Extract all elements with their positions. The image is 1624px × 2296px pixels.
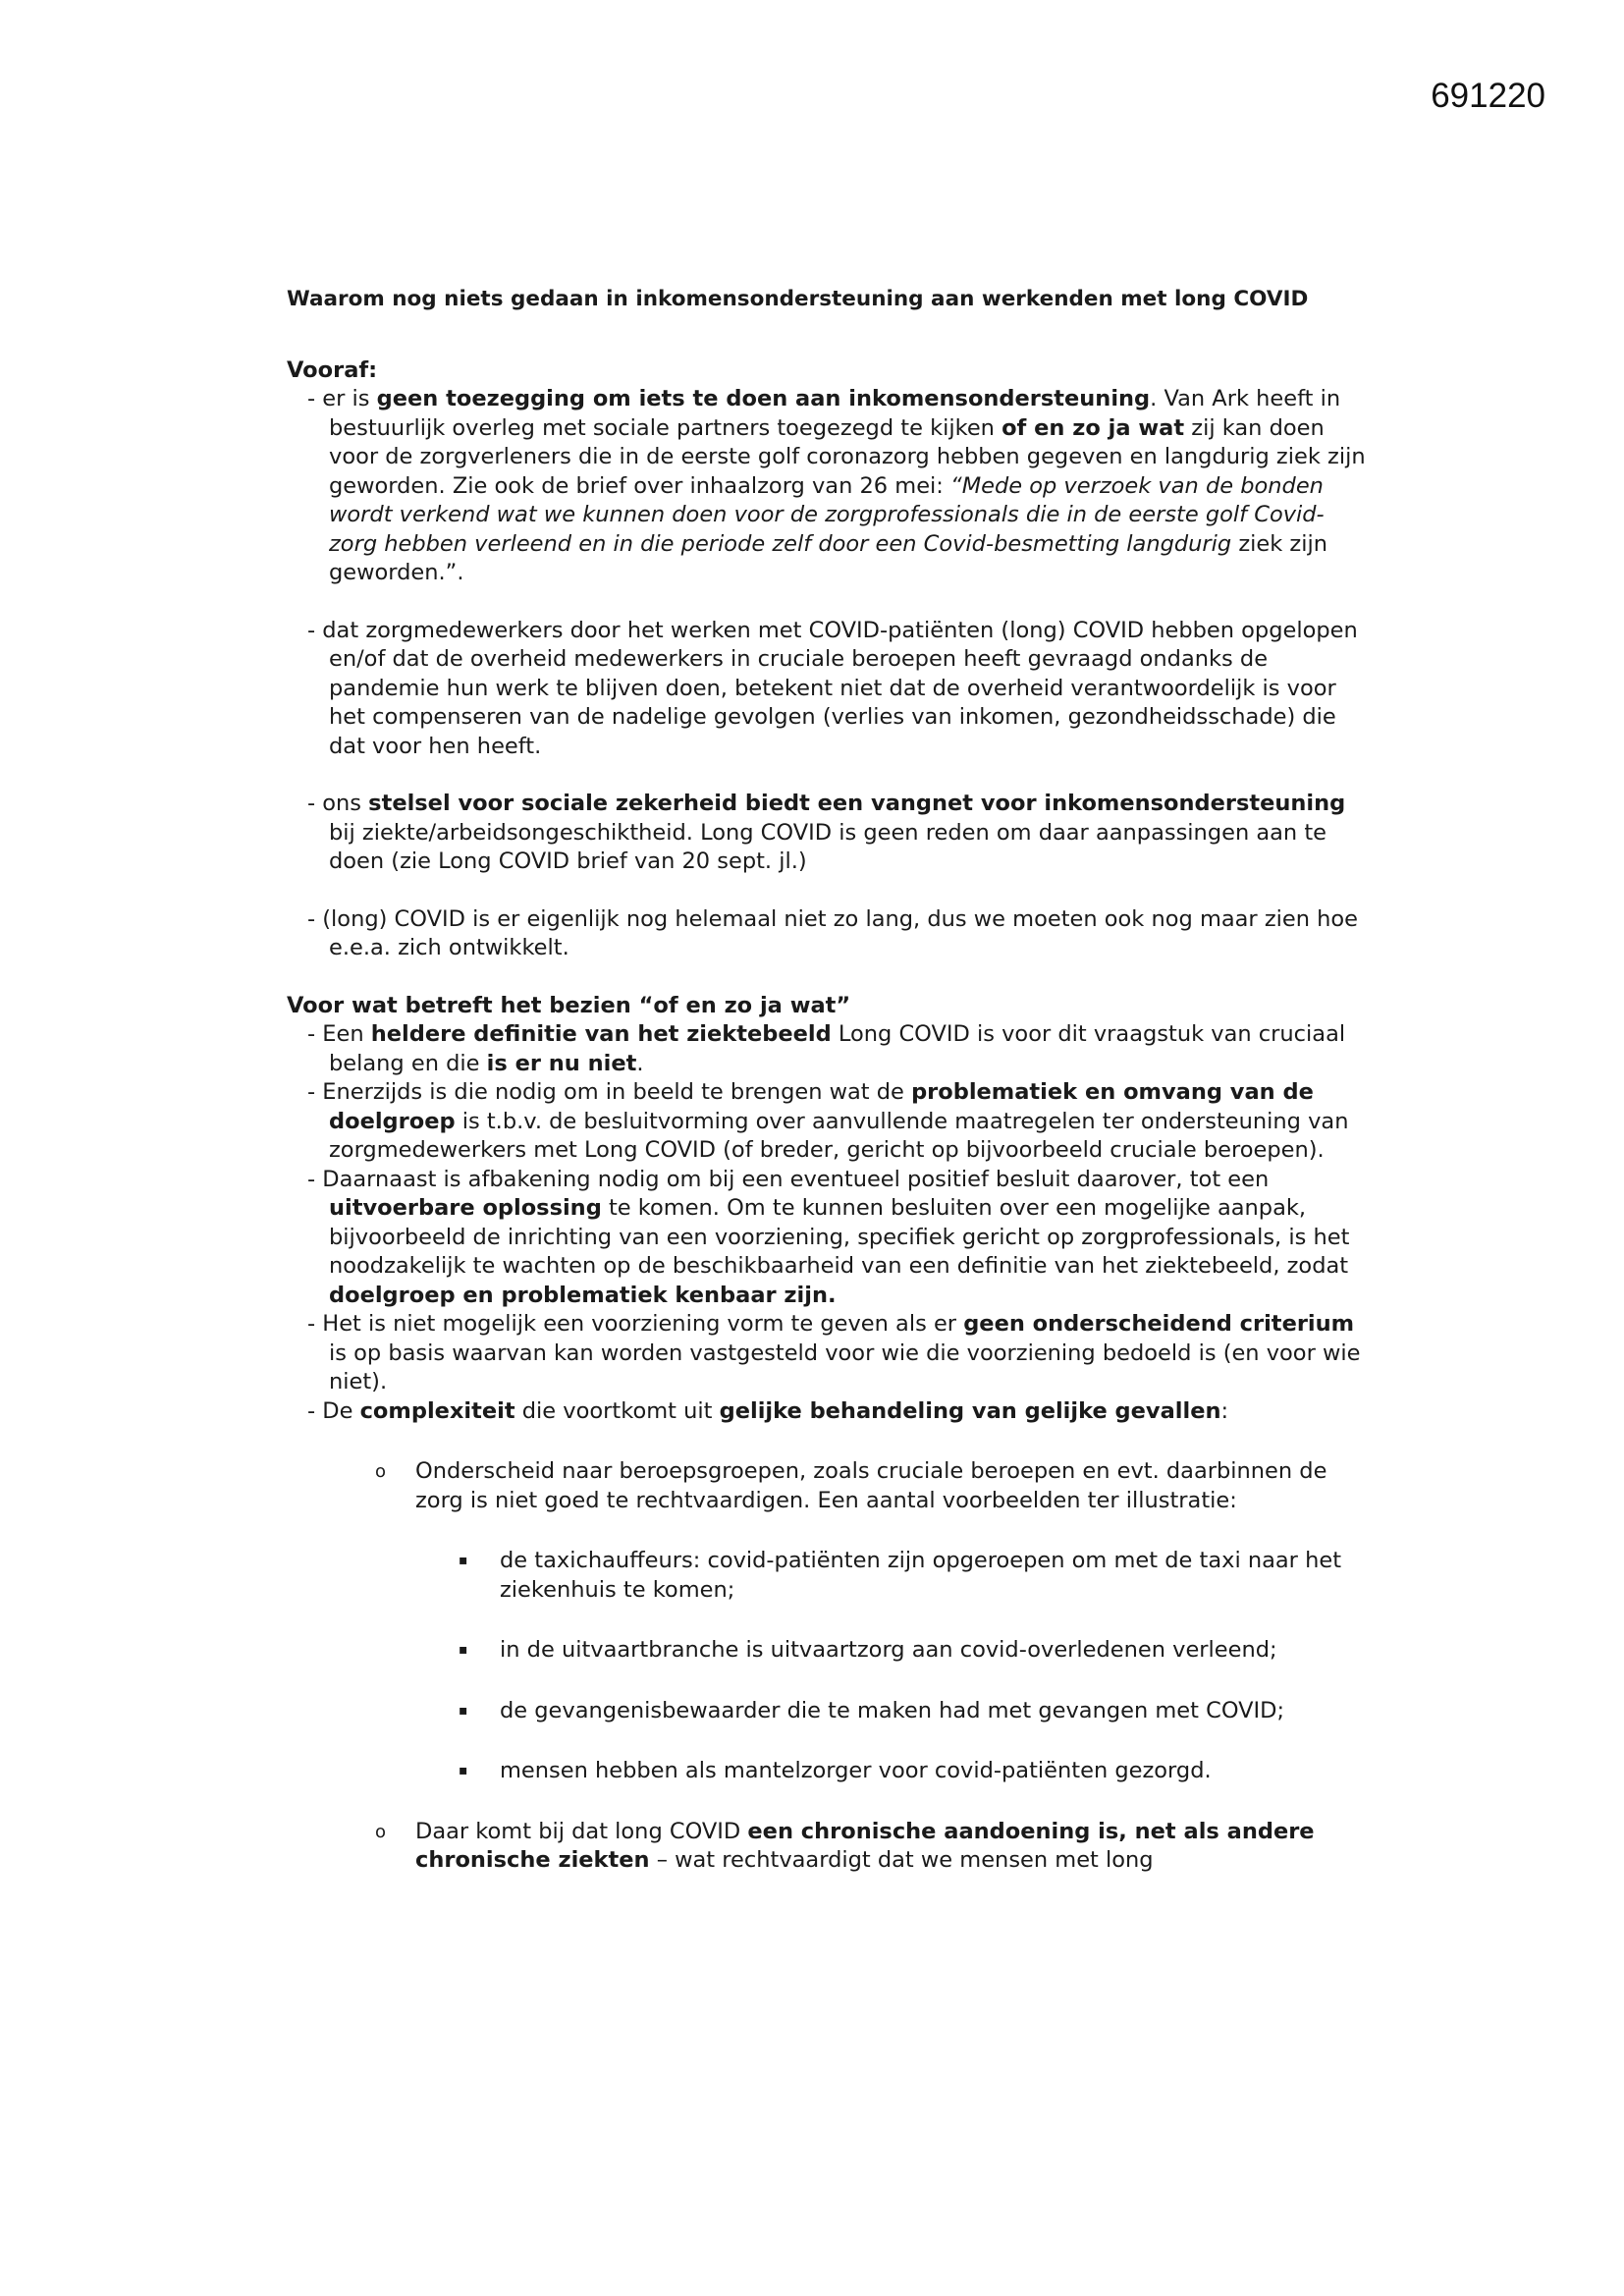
document-number: 691220 — [1431, 77, 1545, 115]
example-item: ▪ de gevangenisbewaarder die te maken had met gevangen met COVID; — [287, 1697, 1367, 1726]
list-item: - er is geen toezegging om iets te doen aan inkomensondersteuning. Van Ark heeft in bestuurlijk overleg met sociale partners toegezegd te kijken of en zo ja wat zij kan doen voor de zorgverleners die in de eerste golf coronazorg hebben gegeven en langdurig ziek zijn geworden. Zie ook de brief over inhaalzorg van 26 mei: “Mede op verzoek van de bonden wordt verkend wat we kunnen doen voor de zorgprofessionals die in de eerste golf Covid-zorg hebben verleend en in die periode zelf door een Covid-besmetting langdurig ziek zijn geworden.”. — [307, 386, 1366, 585]
circle-bullet: o — [375, 1461, 387, 1482]
list-item: - Het is niet mogelijk een voorziening vorm te geven als er geen onderscheidend criterium is op basis waarvan kan worden vastgesteld voor wie die voorziening bedoeld is (en voor wie niet). — [307, 1311, 1361, 1394]
list-item: - Enerzijds is die nodig om in beeld te brengen wat de problematiek en omvang van de doelgroep is t.b.v. de besluitvorming over aanvullende maatregelen ter ondersteuning van zorgmedewerkers met Long COVID (of breder, gericht op bijvoorbeeld cruciale beroepen). — [307, 1079, 1349, 1163]
list-item: - dat zorgmedewerkers door het werken met COVID-patiënten (long) COVID hebben opgelopen en/of dat de overheid medewerkers in cruciale beroepen heeft gevraagd ondanks de pandemie hun werk te blijven doen, betekent niet dat de overheid verantwoordelijk is voor het compenseren van de nadelige gevolgen (verlies van inkomen, gezondheidsschade) die dat voor hen heeft. — [307, 617, 1358, 759]
list-item: - ons stelsel voor sociale zekerheid biedt een vangnet voor inkomensondersteuning bij ziekte/arbeidsongeschiktheid. Long COVID is geen reden om daar aanpassingen aan te doen (zie Long COVID brief van 20 sept. jl.) — [307, 791, 1346, 874]
section-heading-vooraf: Vooraf: — [287, 356, 378, 383]
circle-bullet: o — [375, 1821, 387, 1842]
list-item: - (long) COVID is er eigenlijk nog helemaal niet zo lang, dus we moeten ook nog maar zien hoe e.e.a. zich ontwikkelt. — [307, 905, 1359, 960]
square-bullet: ▪ — [459, 1553, 468, 1568]
list-item: - Daarnaast is afbakening nodig om bij een eventueel positief besluit daarover, tot een uitvoerbare oplossing te komen. Om te kunnen besluiten over een mogelijke aanpak, bijvoorbeeld de inrichting van een voorziening, specifiek gericht op zorgprofessionals, is het noodzakelijk te wachten op de beschikbaarheid van een definitie van het ziektebeeld, zodat doelgroep en problematiek kenbaar zijn. — [307, 1166, 1350, 1308]
sub-point: o Daar komt bij dat long COVID een chronische aandoening is, net als andere chronische ziekten – wat rechtvaardigt dat we mensen met long — [375, 1818, 1315, 1873]
example-item: ▪ in de uitvaartbranche is uitvaartzorg aan covid-overledenen verleend; — [287, 1636, 1367, 1666]
document-title: Waarom nog niets gedaan in inkomensondersteuning aan werkenden met long COVID — [287, 287, 1309, 311]
example-item: ▪ de taxichauffeurs: covid-patiënten zijn opgeroepen om met de taxi naar het ziekenhuis te komen; — [459, 1548, 1342, 1603]
list-item: - Een heldere definitie van het ziektebeeld Long COVID is voor dit vraagstuk van cruciaal belang en die is er nu niet. — [307, 1021, 1346, 1076]
document-body — [287, 285, 1367, 1876]
list-item: - De complexiteit die voortkomt uit gelijke behandeling van gelijke gevallen: — [307, 1397, 1229, 1424]
section-heading-bezien: Voor wat betreft het bezien “of en zo ja wat” — [287, 992, 851, 1018]
sub-point: o Onderscheid naar beroepsgroepen, zoals cruciale beroepen en evt. daarbinnen de zorg is niet goed te rechtvaardigen. Een aantal voorbeelden ter illustratie: — [375, 1458, 1327, 1513]
example-item: ▪ mensen hebben als mantelzorger voor covid-patiënten gezorgd. — [287, 1757, 1367, 1786]
square-bullet: ▪ — [459, 1763, 468, 1778]
square-bullet: ▪ — [459, 1702, 468, 1719]
square-bullet: ▪ — [459, 1642, 468, 1658]
